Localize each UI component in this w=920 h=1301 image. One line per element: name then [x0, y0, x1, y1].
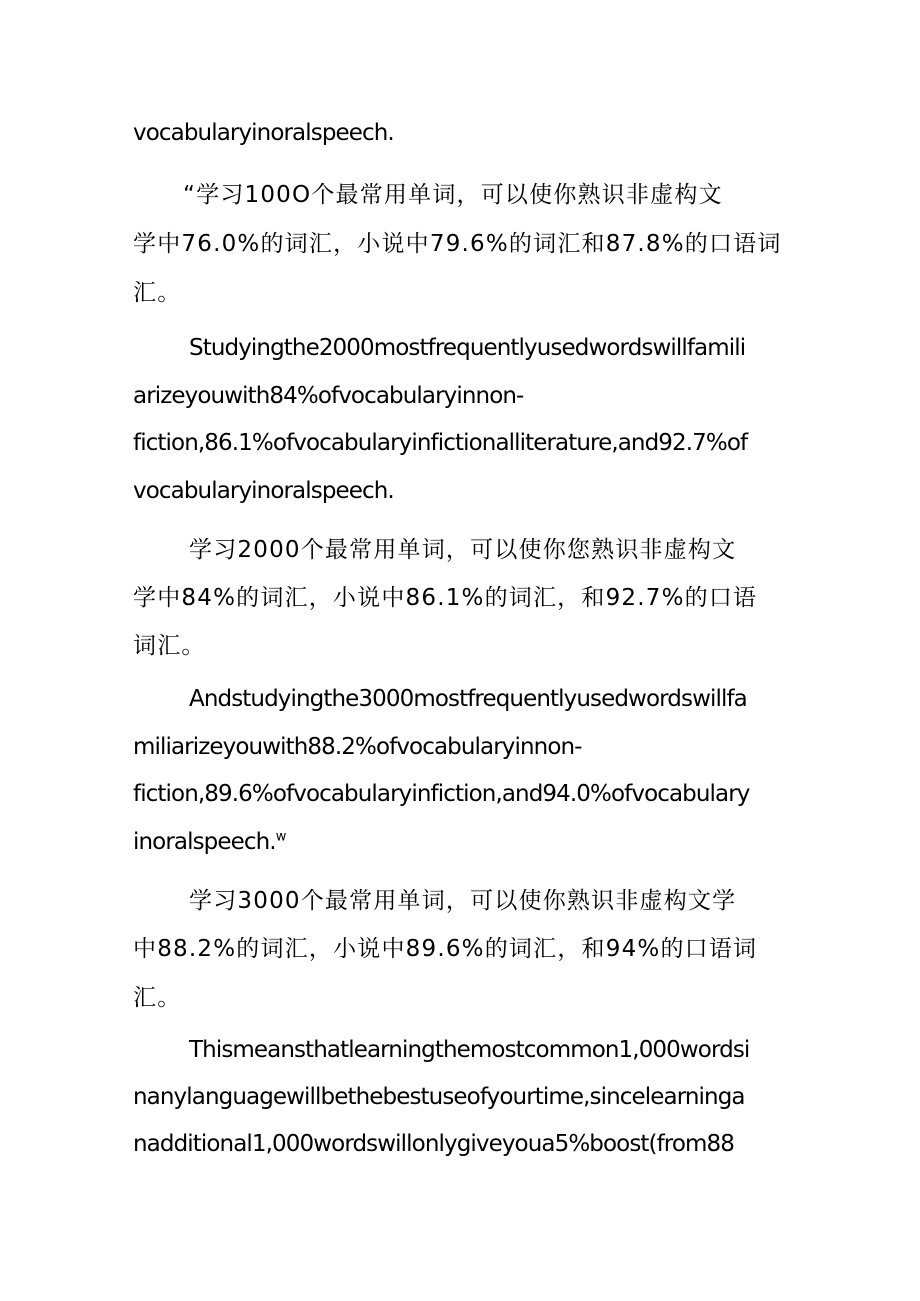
text-line: Studyingthe2000mostfrequentlyusedwordswillfamili [189, 335, 746, 361]
text-line: “学习100O个最常用单词，可以使你熟识非虚构文 [183, 182, 723, 208]
text-line: fiction,89.6%ofvocabularyinfiction,and94.0%ofvocabulary [133, 781, 750, 807]
text-line: 中88.2%的词汇，小说中89.6%的词汇，和94%的口语词 [133, 936, 758, 962]
text-line: 学习2000个最常用单词，可以使你您熟识非虚构文 [189, 537, 737, 563]
text-line: Andstudyingthe3000mostfrequentlyusedwordswillfa [189, 686, 747, 712]
text-line: vocabularyinoralspeech. [133, 120, 394, 146]
text-line: fiction,86.1%ofvocabularyinfictionalliterature,and92.7%of [133, 430, 748, 456]
text-line-body: inoralspeech. [133, 829, 276, 855]
footnote-mark: w [275, 829, 286, 845]
text-line: 词汇。 [133, 633, 206, 659]
text-line: 汇。 [133, 985, 182, 1011]
text-line: 学中76.0%的词汇，小说中79.6%的词汇和87.8%的口语词 [133, 231, 782, 257]
text-line: 学习3000个最常用单词，可以使你熟识非虚构文学 [189, 888, 737, 914]
text-line: Thismeansthatlearningthemostcommon1,000wordsi [189, 1037, 750, 1063]
text-line: arizeyouwith84%ofvocabularyinnon- [133, 383, 524, 409]
text-line: nadditional1,000wordswillonlygiveyoua5%boost(from88 [133, 1131, 734, 1157]
text-line: 汇。 [133, 280, 182, 306]
text-line: nanylanguagewillbethebestuseofyourtime,sincelearninga [133, 1084, 745, 1110]
text-line [133, 827, 285, 857]
text-line: vocabularyinoralspeech. [133, 478, 394, 504]
text-line: miliarizeyouwith88.2%ofvocabularyinnon- [133, 734, 582, 760]
text-line: 学中84%的词汇，小说中86.1%的词汇，和92.7%的口语 [133, 585, 758, 611]
